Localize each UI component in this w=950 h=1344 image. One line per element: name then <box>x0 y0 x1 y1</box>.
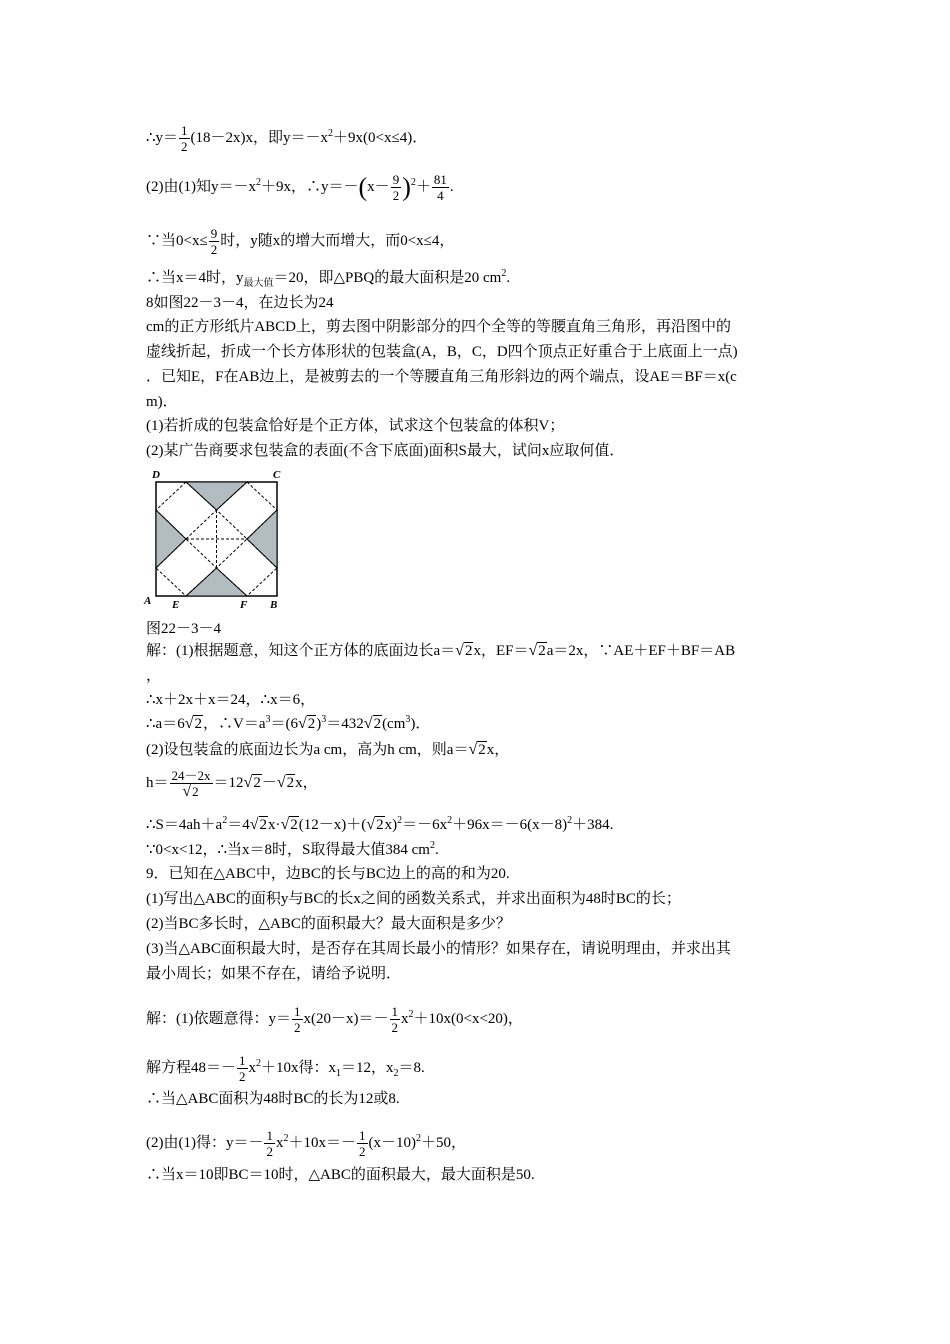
fraction: $\frac{1}{2}$ <box>181 123 188 154</box>
label-c: C <box>273 469 281 481</box>
question-9-part-1: (1)写出△ABC的面积y与BC的长x之间的函数关系式，并求出面积为48时BC的长； <box>146 891 681 907</box>
solution-9-line-1: 解：(1)依题意得：y＝ $\frac{1}{2}$ x(20－x)＝－ $\frac{1}{2}$ $x^2+10x(0<x<20)$， <box>146 1004 523 1035</box>
fraction: $\frac{1}{2}$ <box>391 1004 398 1035</box>
sqrt: √2 <box>249 816 267 833</box>
solution-8-line-7: $\therefore S=4ah+a^2=4√2x\cdot√2(12-x)+(√2x)^2=-6x^2+96x=-6(x-8)^2+384$. <box>146 815 614 833</box>
solution-line-1: ∴y＝ $\frac{1}{2}$ (18－2x)x，即$y=-x^2+9x(0<x\le 4)$． <box>146 123 428 154</box>
question-8-line-2: cm的正方形纸片ABCD上，剪去图中阴影部分的四个全等的等腰直角三角形，再沿图中的 <box>146 319 732 335</box>
solution-8-line-3: ∴x＋2x＋x＝24，∴x＝6， <box>146 692 316 708</box>
square-paper-figure <box>140 462 290 612</box>
solution-line-4: ∴当x＝4时，$y_{最大值}=20$，即△PBQ的最大面积是20 $cm^2$. <box>146 268 511 289</box>
fraction: $\frac{9}{2}$ <box>210 226 218 257</box>
label-d: D <box>152 469 160 481</box>
solution-line-2: (2)由(1)知$y=-x^2+9x$，∴y＝－(x－ $\frac{9}{2}$ )$^2$＋ $\frac{81}{4}$ . <box>146 172 454 203</box>
fraction: $\frac{24-2x}{√2}$ <box>171 768 211 800</box>
solution-8-line-5: (2)设包装盒的底面边长为a cm，高为h cm，则a＝√2x， <box>146 741 510 758</box>
sqrt: √2 <box>455 642 473 659</box>
sqrt: √2 <box>528 642 546 659</box>
question-8-line-4: ．已知E，F在AB边上，是被剪去的一个等腰直角三角形斜边的两个端点，设AE＝BF＝x(c <box>146 369 737 385</box>
solution-9-line-3: ∴当△ABC面积为48时BC的长为12或8. <box>146 1091 400 1107</box>
solution-8-line-4: ∴a＝6√2，$\therefore V=a^3=(6√2)^3=432√2(cm^3)$． <box>146 714 431 732</box>
question-8-line-1: 8如图22－3－4，在边长为24 <box>146 295 334 311</box>
sqrt: √2 <box>182 783 199 800</box>
sqrt: √2 <box>184 715 202 732</box>
question-8-part-1: (1)若折成的包装盒恰好是个正方体，试求这个包装盒的体积V； <box>146 418 565 434</box>
label-b: B <box>270 599 278 611</box>
solution-9-line-5: ∴当x＝10即BC＝10时，△ABC的面积最大，最大面积是50. <box>146 1167 535 1183</box>
fraction: $\frac{9}{2}$ <box>392 172 400 203</box>
label-f: F <box>240 599 248 611</box>
fraction: $\frac{1}{2}$ <box>359 1128 366 1159</box>
question-9-part-3-cont: 最小周长；如果不存在，请给予说明． <box>146 966 402 982</box>
sqrt: √2 <box>366 816 384 833</box>
fraction: $\frac{1}{2}$ <box>239 1053 246 1084</box>
label-a: A <box>144 595 152 607</box>
solution-9-line-4: (2)由(1)得：y＝－ $\frac{1}{2}$ $x^2+10x=-$ $\frac{1}{2}$ $(x-10)^2+50$， <box>146 1128 467 1159</box>
fraction: $\frac{1}{2}$ <box>266 1128 273 1159</box>
question-9-line-1: 9．已知在△ABC中，边BC的长与BC边上的高的和为20. <box>146 866 510 882</box>
solution-8-line-2: ， <box>146 668 162 684</box>
question-8-line-3: 虚线折起，折成一个长方体形状的包装盒(A，B，C，D四个顶点正好重合于上底面上一点) <box>146 344 738 360</box>
sqrt: √2 <box>468 741 486 758</box>
sqrt: √2 <box>276 773 295 791</box>
solution-8-line-8: ∵0<x<12，∴当x＝8时，S取得最大值384 $cm^2$. <box>146 840 439 858</box>
sqrt: √2 <box>243 773 261 791</box>
question-8-part-2: (2)某广告商要求包装盒的表面(不含下底面)面积S最大，试问x应取何值． <box>146 443 625 459</box>
fraction: $\frac{1}{2}$ <box>294 1004 301 1035</box>
sqrt: √2 <box>280 816 298 833</box>
solution-8-line-1: 解：(1)根据题意，知这个正方体的底面边长a＝√2x，EF＝√2a＝2x，∵AE＋EF＋BF＝AB <box>146 642 736 659</box>
figure-caption: 图22－3－4 <box>146 621 222 637</box>
sqrt: √2 <box>363 715 382 732</box>
question-9-part-3: (3)当△ABC面积最大时，是否存在其周长最小的情形？如果存在，请说明理由，并求出其 <box>146 941 731 957</box>
fraction: $\frac{81}{4}$ <box>433 172 447 203</box>
solution-8-line-6: h＝ $\frac{24-2x}{√2}$ ＝12√2－√2x， <box>146 768 318 800</box>
sqrt: √2 <box>297 715 316 732</box>
solution-line-3: ∵当0<x≤ $\frac{9}{2}$ 时，y随x的增大而增大，而0<x≤4， <box>146 226 455 257</box>
question-9-part-2: (2)当BC多长时，△ABC的面积最大？最大面积是多少？ <box>146 916 511 932</box>
question-8-line-5: m)． <box>146 394 178 410</box>
solution-9-line-2: 解方程48＝－ $\frac{1}{2}$ $x^2+10x$得：$x_1=12$，$x_2=8$. <box>146 1053 425 1084</box>
label-e: E <box>172 599 180 611</box>
